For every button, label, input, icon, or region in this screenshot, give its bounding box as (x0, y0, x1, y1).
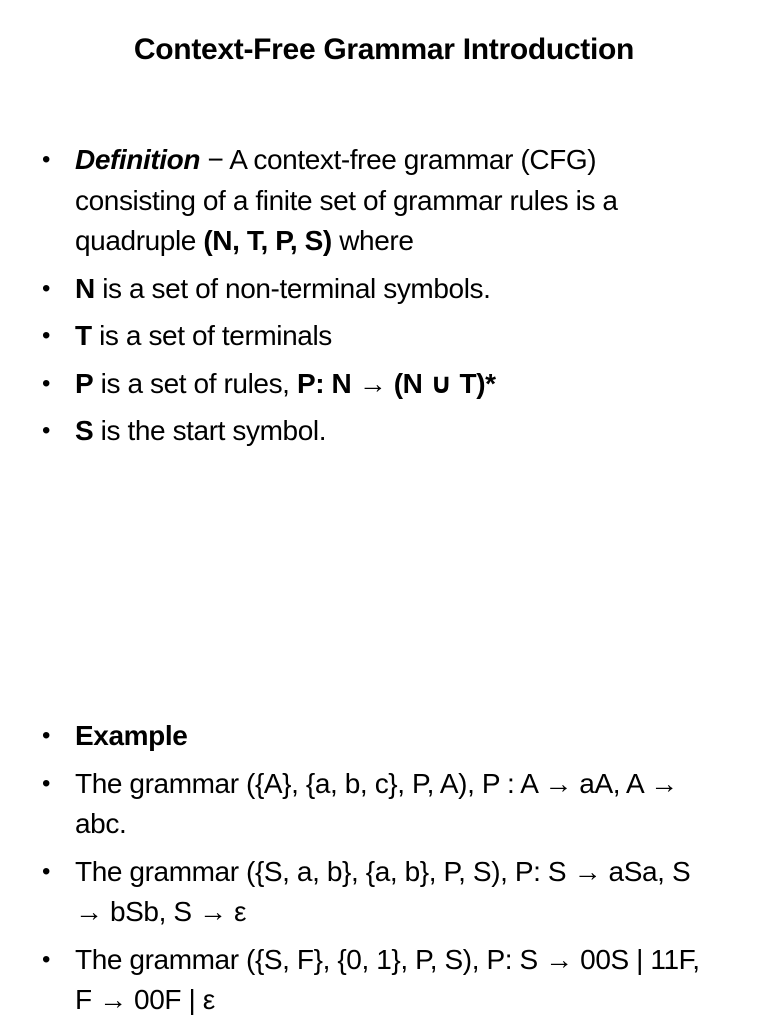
example-text: The grammar ({S, a, b}, {a, b}, P, S), P: S → aSa, S → bSb, S → ε (75, 855, 691, 927)
bullet-icon: • (42, 417, 51, 444)
list-item (42, 269, 712, 310)
bullet-icon: • (42, 945, 51, 973)
example-text: The grammar ({S, F}, {0, 1}, P, S), P: S → 00S | 11F, F → 00F | ε (75, 943, 700, 1015)
definition-list (42, 140, 712, 459)
symbol-term: P (75, 367, 94, 399)
symbol-text: is a set of terminals (91, 320, 332, 351)
bullet-icon: • (42, 857, 51, 885)
list-item (42, 316, 712, 357)
symbol-term: T (75, 320, 92, 351)
symbol-text: is a set of non-terminal symbols. (94, 272, 491, 304)
example-text: The grammar ({A}, {a, b, c}, P, A), P : A → aA, A → abc. (75, 767, 678, 839)
symbol-term: S (75, 415, 94, 446)
rule-formula: P: N → (N ∪ T)* (296, 367, 496, 399)
list-item (42, 140, 712, 262)
symbol-term: N (75, 272, 95, 304)
bullet-icon: • (42, 322, 51, 349)
bullet-icon: • (42, 769, 51, 797)
example-list (42, 716, 712, 1024)
example-heading: Example (75, 720, 188, 751)
list-item (42, 716, 712, 757)
list-item (42, 411, 712, 452)
bullet-icon: • (42, 146, 51, 173)
definition-text: − A context-free grammar (CFG) consisting of a finite set of grammar rules is a quadruple (75, 144, 618, 256)
list-item (42, 764, 712, 845)
symbol-text: is the start symbol. (93, 415, 327, 446)
bullet-icon: • (42, 722, 51, 749)
symbol-text: is a set of rules, (93, 367, 297, 399)
bullet-icon: • (42, 369, 51, 397)
definition-tuple: (N, T, P, S) (203, 225, 332, 256)
definition-term: Definition (75, 144, 201, 175)
slide-title: Context-Free Grammar Introduction (133, 33, 635, 66)
definition-tail: where (331, 225, 414, 256)
list-item (42, 852, 712, 933)
list-item (42, 940, 712, 1021)
bullet-icon: • (42, 274, 51, 302)
list-item (42, 364, 712, 405)
